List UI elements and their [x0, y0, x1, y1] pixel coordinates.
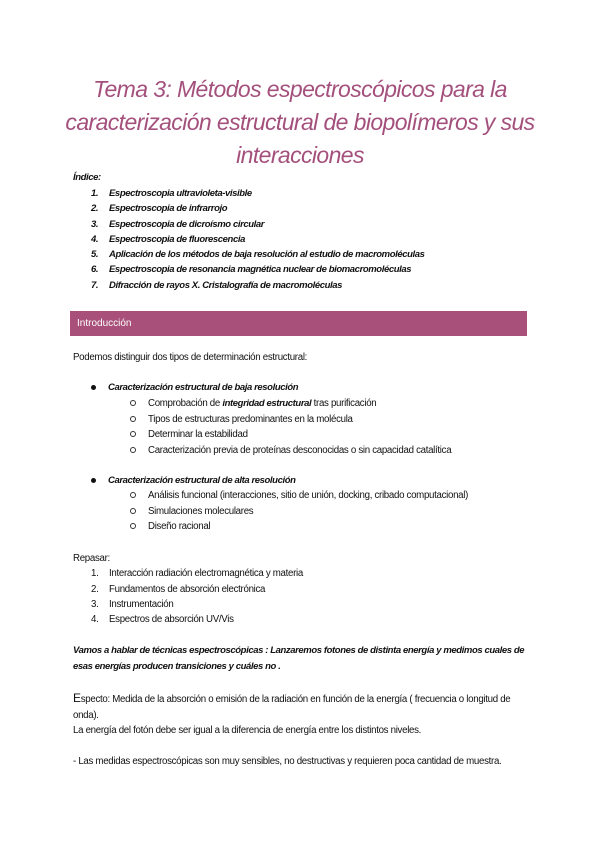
item-text: Interacción radiación electromagnética y materia [109, 568, 303, 579]
index-text: Espectroscopia de resonancia magnética nuclear de biomacromoléculas [109, 264, 412, 275]
circle-bullet-icon [130, 508, 136, 514]
item-text: Instrumentación [109, 599, 174, 610]
bullet-icon [91, 385, 96, 390]
item-num: 3. [91, 599, 99, 610]
circle-bullet-icon [130, 400, 136, 406]
high-res-heading [91, 475, 296, 486]
spectrum-text: specto: Medida de la absorción o emisión de la radiación en función de la energía ( frecuencia o longitud de [80, 694, 511, 705]
circle-bullet-icon [130, 447, 136, 453]
emphasis-text: integridad estructural [222, 398, 312, 409]
heading-text: Caracterización estructural de alta resolución [108, 475, 296, 486]
low-res-item [130, 414, 353, 425]
low-res-heading [91, 382, 298, 393]
index-num: 3. [91, 219, 99, 230]
low-res-item [130, 398, 376, 409]
index-item[interactable] [91, 219, 264, 230]
index-text: Espectroscopia de infrarrojo [109, 203, 228, 214]
high-res-item [130, 506, 253, 517]
document-title [60, 73, 540, 172]
repasar-item [91, 568, 303, 579]
index-text: Espectroscopia de dicroísmo circular [109, 219, 265, 230]
drop-letter: E [73, 691, 81, 705]
index-item[interactable] [91, 203, 227, 214]
index-num: 4. [91, 234, 99, 245]
index-item[interactable] [91, 264, 411, 275]
title-line: caracterización estructural de biopolímeros y sus [65, 109, 535, 135]
photon-text: La energía del fotón debe ser igual a la diferencia de energía entre los distintos niveles. [73, 725, 422, 736]
index-num: 6. [91, 264, 99, 275]
index-num: 7. [91, 280, 99, 291]
item-text: Simulaciones moleculares [148, 506, 254, 517]
circle-bullet-icon [130, 416, 136, 422]
index-text: Aplicación de los métodos de baja resolución al estudio de macromoléculas [109, 249, 425, 260]
item-num: 2. [91, 584, 99, 595]
index-text: Espectroscopia ultravioleta-visible [109, 188, 252, 199]
index-item[interactable] [91, 280, 342, 291]
item-text: Tipos de estructuras predominantes en la molécula [148, 414, 353, 425]
repasar-item [91, 584, 265, 595]
repasar-item [91, 599, 173, 610]
bullet-icon [91, 478, 96, 483]
index-text: Difracción de rayos X. Cristalografía de macromoléculas [109, 280, 343, 291]
item-text: Espectros de absorción UV/Vis [109, 614, 234, 625]
intro-text: Podemos distinguir dos tipos de determinación estructural: [73, 352, 308, 363]
index-label: Índice: [73, 172, 101, 183]
item-text: Comprobación de [148, 398, 223, 409]
item-text: Caracterización previa de proteínas desconocidas o sin capacidad catalítica [148, 445, 452, 456]
index-num: 5. [91, 249, 99, 260]
index-text: Espectroscopia de fluorescencia [109, 234, 245, 245]
repasar-label: Repasar: [73, 553, 110, 564]
index-num: 1. [91, 188, 99, 199]
heading-text: Caracterización estructural de baja resolución [108, 382, 299, 393]
item-num: 4. [91, 614, 99, 625]
circle-bullet-icon [130, 523, 136, 529]
circle-bullet-icon [130, 431, 136, 437]
index-item[interactable] [91, 234, 245, 245]
low-res-item [130, 429, 248, 440]
index-item[interactable] [91, 249, 425, 260]
low-res-item [130, 445, 451, 456]
item-text: Diseño racional [148, 521, 211, 532]
spectrum-definition-cont: onda). [73, 710, 99, 721]
title-line: Tema 3: Métodos espectroscópicos para la [93, 76, 507, 102]
repasar-item [91, 614, 234, 625]
bold-paragraph-line: Vamos a hablar de técnicas espectroscópicas : Lanzaremos fotones de distinta energía y medimos cuales de [73, 645, 525, 656]
item-text: Análisis funcional (interacciones, sitio de unión, docking, cribado computacional) [148, 490, 469, 501]
high-res-item [130, 521, 210, 532]
item-text: Determinar la estabilidad [148, 429, 248, 440]
circle-bullet-icon [130, 492, 136, 498]
high-res-item [130, 490, 468, 501]
title-line: interacciones [236, 142, 364, 168]
item-text: Fundamentos de absorción electrónica [109, 584, 266, 595]
item-text: tras purificación [311, 398, 377, 409]
bold-paragraph-line: esas energías producen transiciones y cuáles no . [73, 661, 281, 672]
index-item[interactable] [91, 188, 252, 199]
section-banner-introduccion: Introducción [70, 311, 527, 336]
sensitivity-text: - Las medidas espectroscópicas son muy sensibles, no destructivas y requieren poca cantidad de muestra. [73, 756, 502, 767]
spectrum-definition [73, 691, 510, 705]
index-num: 2. [91, 203, 99, 214]
item-num: 1. [91, 568, 99, 579]
